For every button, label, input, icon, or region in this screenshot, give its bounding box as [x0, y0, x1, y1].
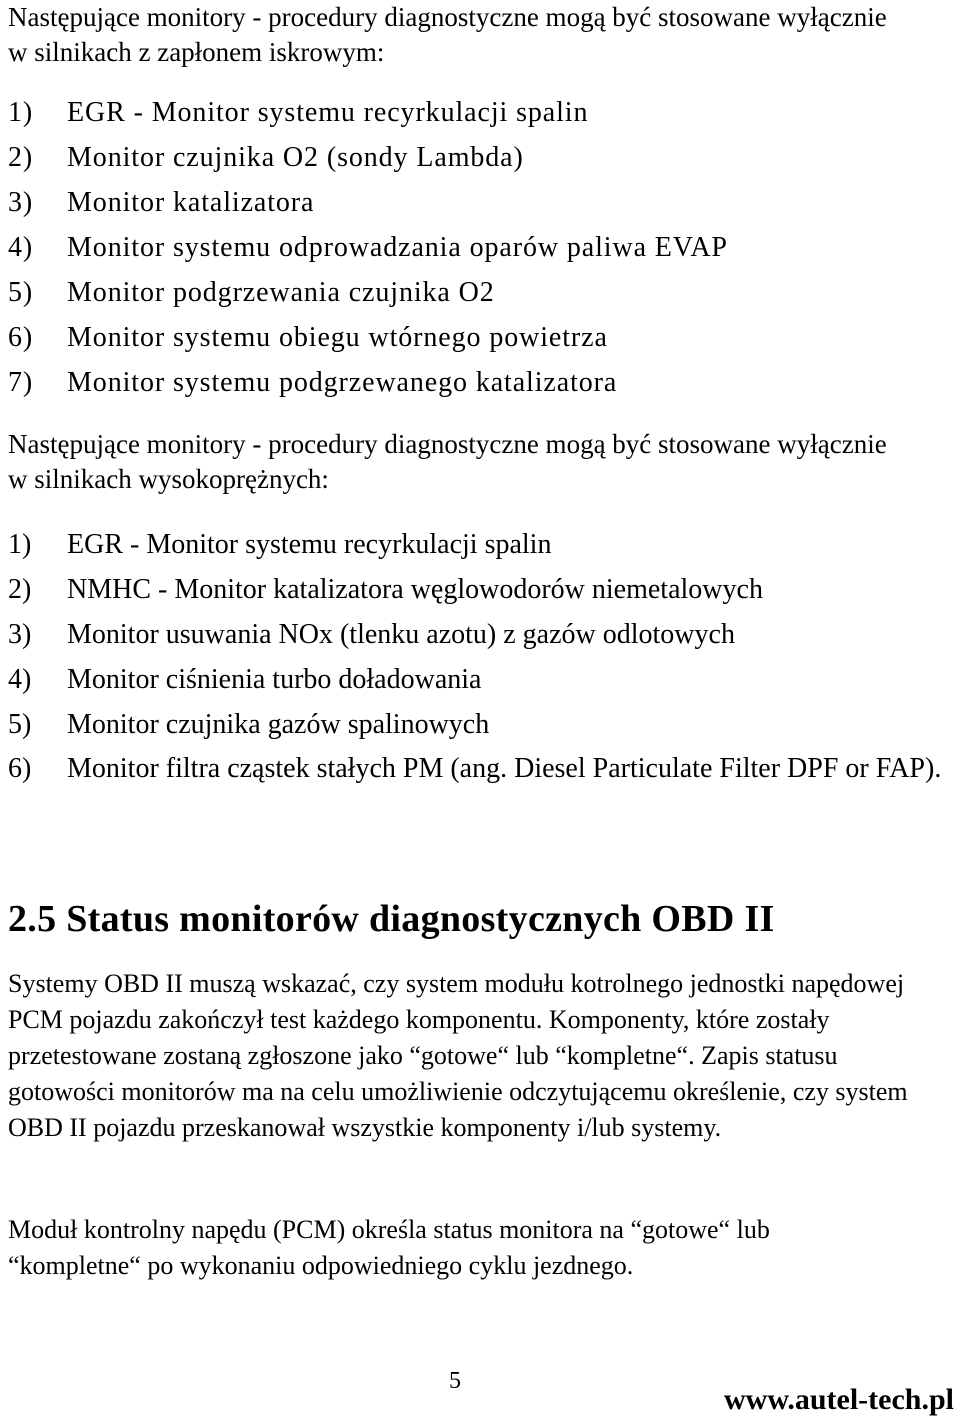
- list-item-number: 6): [8, 753, 32, 784]
- list-item: [8, 567, 948, 612]
- intro-petrol-engines: Następujące monitory - procedury diagnostyczne mogą być stosowane wyłącznie w silnikach z zapłonem iskrowym:: [8, 2, 887, 67]
- section-heading: 2.5 Status monitorów diagnostycznych OBD II: [8, 898, 775, 940]
- list-item: [8, 702, 948, 747]
- list-item: [8, 657, 948, 702]
- list-item-text: Monitor ciśnienia turbo doładowania: [67, 664, 482, 695]
- list-item-number: 7): [8, 367, 34, 398]
- list-item-text: Monitor czujnika O2 (sondy Lambda): [67, 142, 524, 173]
- list-item: [8, 612, 948, 657]
- list-item: [8, 225, 948, 270]
- list-item-text: NMHC - Monitor katalizatora węglowodorów niemetalowych: [67, 574, 763, 605]
- list-item-number: 5): [8, 709, 32, 740]
- website-footer: www.autel-tech.pl: [724, 1383, 954, 1416]
- list-item-number: 3): [8, 187, 34, 218]
- list-item-text: EGR - Monitor systemu recyrkulacji spalin: [67, 97, 589, 128]
- list-item-number: 6): [8, 322, 34, 353]
- list-item-text: Monitor podgrzewania czujnika O2: [67, 277, 495, 308]
- paragraph-obd-status: Systemy OBD II muszą wskazać, czy system modułu kotrolnego jednostki napędowej PCM pojazdu zakończył test każdego komponentu. Komponenty, które zostały przetestowane zostaną zgłoszone jako “gotowe“ lub “kompletne“. Zapis statusu gotowości monitorów ma na celu umożliwienie odczytującemu określenie, czy system OBD II pojazdu przeskanował wszystkie komponenty i/lub systemy.: [8, 969, 908, 1142]
- paragraph-pcm-status: Moduł kontrolny napędu (PCM) określa status monitora na “gotowe“ lub “kompletne“ po wykonaniu odpowiedniego cyklu jezdnego.: [8, 1215, 770, 1280]
- list-item-number: 4): [8, 664, 32, 695]
- list-item-text: Monitor systemu odprowadzania oparów paliwa EVAP: [67, 232, 728, 263]
- list-item-text: Monitor systemu podgrzewanego katalizatora: [67, 367, 618, 398]
- list-item: [8, 360, 948, 405]
- petrol-monitor-list: [8, 90, 948, 405]
- list-item-number: 4): [8, 232, 34, 263]
- list-item: [8, 90, 948, 135]
- list-item-number: 1): [8, 97, 34, 128]
- list-item: [8, 180, 948, 225]
- page-number: 5: [449, 1368, 461, 1394]
- diesel-monitor-list: [8, 522, 948, 787]
- list-item: [8, 522, 948, 567]
- list-item: [8, 135, 948, 180]
- list-item-text: EGR - Monitor systemu recyrkulacji spalin: [67, 529, 552, 560]
- list-item: [8, 270, 948, 315]
- list-item: [8, 315, 948, 360]
- intro-diesel-engines: Następujące monitory - procedury diagnostyczne mogą być stosowane wyłącznie w silnikach wysokoprężnych:: [8, 429, 887, 494]
- list-item-text: Monitor systemu obiegu wtórnego powietrza: [67, 322, 608, 353]
- list-item-text: Monitor filtra cząstek stałych PM (ang. Diesel Particulate Filter DPF or FAP).: [67, 753, 942, 784]
- list-item-text: Monitor katalizatora: [67, 187, 315, 218]
- list-item-number: 2): [8, 142, 34, 173]
- list-item: [8, 747, 948, 787]
- list-item-text: Monitor usuwania NOx (tlenku azotu) z gazów odlotowych: [67, 619, 735, 650]
- list-item-text: Monitor czujnika gazów spalinowych: [67, 709, 490, 740]
- list-item-number: 3): [8, 619, 32, 650]
- list-item-number: 5): [8, 277, 34, 308]
- list-item-number: 2): [8, 574, 32, 605]
- list-item-number: 1): [8, 529, 32, 560]
